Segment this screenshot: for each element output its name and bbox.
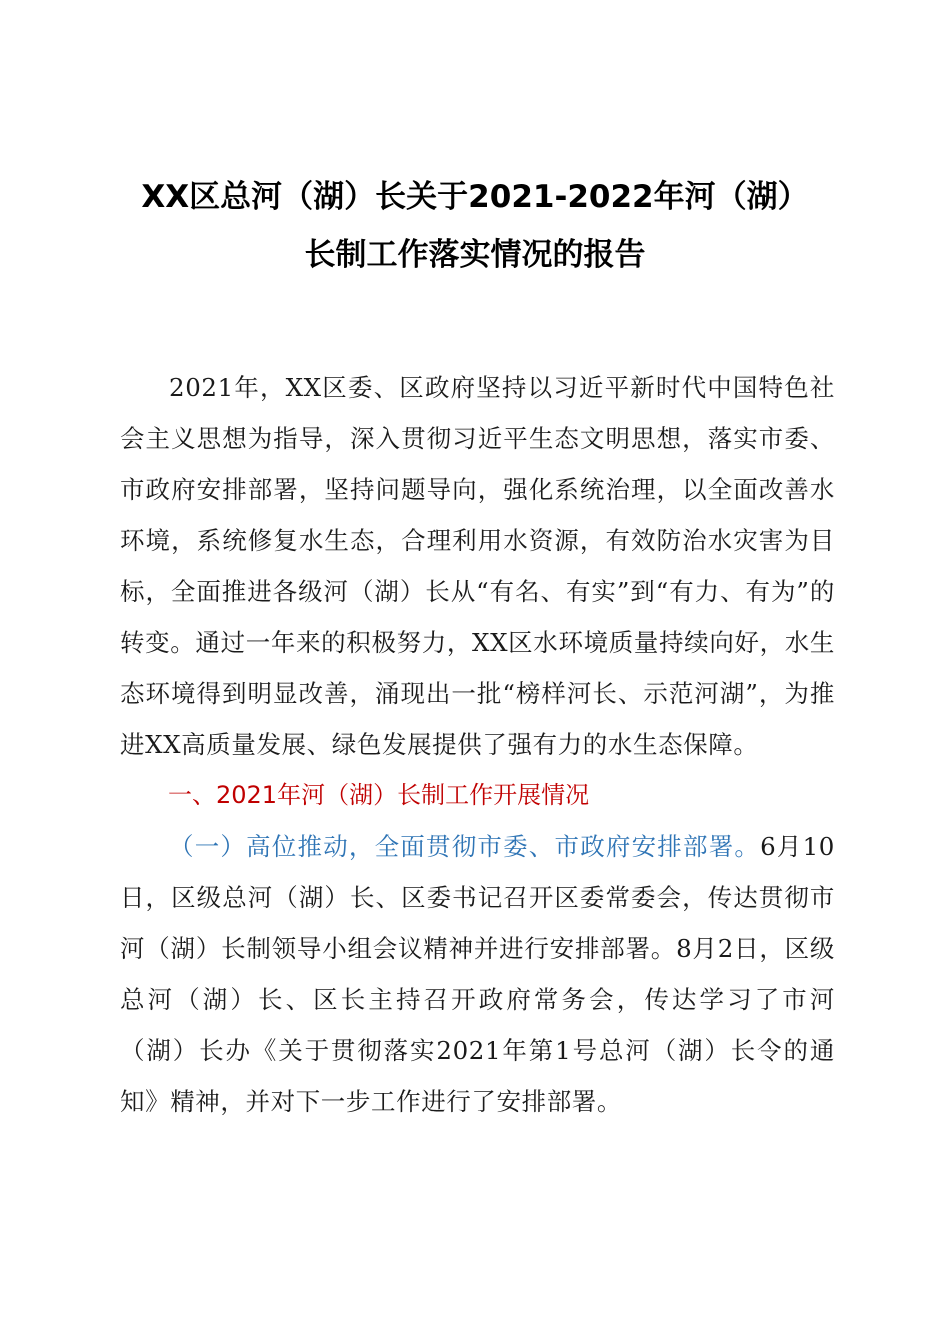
subsection-heading: （一）高位推动，全面贯彻市委、市政府安排部署。 <box>169 832 761 861</box>
title-line-2: 长制工作落实情况的报告 <box>304 237 646 273</box>
intro-paragraph: 2021年，XX区委、区政府坚持以习近平新时代中国特色社会主义思想为指导，深入贯彻习近平生态文明思想，落实市委、市政府安排部署，坚持问题导向，强化系统治理，以全面改善水环境，系统修复水生态，合理利用水资源，有效防治水灾害为目标，全面推进各级河（湖）长从“有名、有实”到“有力、有为”的转变。通过一年来的积极努力，XX区水环境质量持续向好，水生态环境得到明显改善，涌现出一批“榜样河长、示范河湖”，为推进XX高质量发展、绿色发展提供了强有力的水生态保障。 <box>120 373 835 759</box>
title-line-1: XX区总河（湖）长关于2021-2022年河（湖） <box>141 179 809 215</box>
section-heading: 一、2021年河（湖）长制工作开展情况 <box>168 781 590 809</box>
document-title <box>0 168 950 284</box>
document-body <box>120 362 835 1127</box>
subsection-body: 6月10日，区级总河（湖）长、区委书记召开区委常委会，传达贯彻市河（湖）长制领导小组会议精神并进行安排部署。8月2日，区级总河（湖）长、区长主持召开政府常务会，传达学习了市河（湖）长办《关于贯彻落实2021年第1号总河（湖）长令的通知》精神，并对下一步工作进行了安排部署。 <box>120 832 835 1116</box>
subsection-paragraph <box>120 821 835 1127</box>
